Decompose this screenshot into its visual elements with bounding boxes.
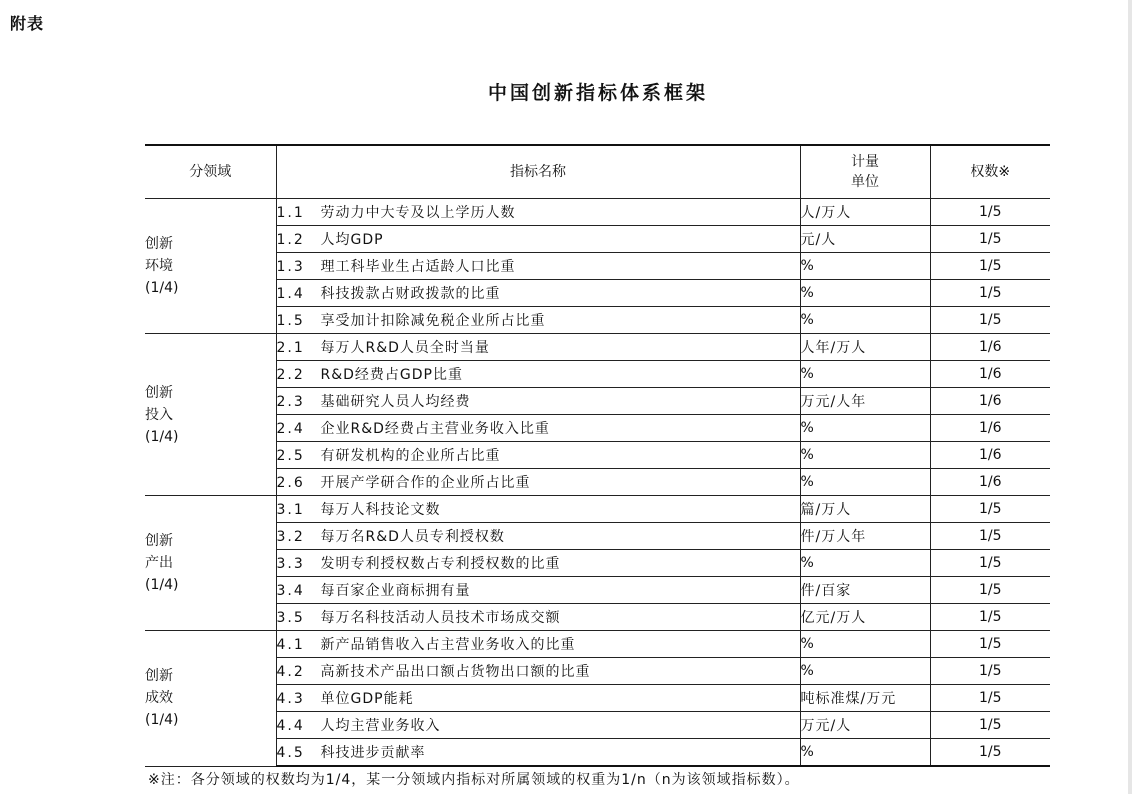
domain-cell — [145, 496, 276, 631]
table-row — [145, 523, 1050, 550]
indicator-name-cell — [276, 685, 800, 712]
header-domain: 分领域 — [145, 145, 276, 199]
domain-name-line1: 创新 — [145, 533, 173, 549]
domain-weight: (1/4) — [145, 280, 179, 296]
indicator-name: 基础研究人员人均经费 — [320, 394, 471, 410]
indicator-name-cell — [276, 415, 800, 442]
indicator-code: 1.5 — [276, 313, 305, 329]
appendix-label: 附表 — [10, 14, 45, 33]
indicator-unit: % — [800, 280, 930, 307]
indicator-weight: 1/5 — [930, 577, 1050, 604]
indicator-weight: 1/5 — [930, 307, 1050, 334]
indicator-weight: 1/6 — [930, 415, 1050, 442]
indicator-name-cell — [276, 496, 800, 523]
indicator-name: 科技进步贡献率 — [320, 745, 426, 761]
indicator-name: R&D经费占GDP比重 — [320, 367, 463, 383]
indicator-unit: % — [800, 415, 930, 442]
indicator-name: 每万人R&D人员全时当量 — [320, 340, 490, 356]
indicator-code: 2.6 — [276, 475, 305, 491]
indicator-name: 劳动力中大专及以上学历人数 — [320, 205, 516, 221]
indicator-name-cell — [276, 739, 800, 767]
indicator-name-cell — [276, 442, 800, 469]
domain-cell — [145, 199, 276, 334]
domain-cell — [145, 631, 276, 767]
table-row — [145, 442, 1050, 469]
header-unit — [800, 145, 930, 199]
indicator-code: 2.5 — [276, 448, 305, 464]
indicator-name: 高新技术产品出口额占货物出口额的比重 — [320, 664, 591, 680]
indicator-name: 发明专利授权数占专利授权数的比重 — [320, 556, 561, 572]
indicator-weight: 1/5 — [930, 658, 1050, 685]
indicator-name-cell — [276, 604, 800, 631]
indicator-code: 3.4 — [276, 583, 305, 599]
indicator-code: 1.1 — [276, 205, 305, 221]
indicator-code: 4.3 — [276, 691, 305, 707]
table-row — [145, 739, 1050, 767]
indicator-unit: 件/百家 — [800, 577, 930, 604]
indicator-name: 科技拨款占财政拨款的比重 — [320, 286, 501, 302]
indicator-name-cell — [276, 712, 800, 739]
table-row — [145, 280, 1050, 307]
indicator-unit: 万元/人 — [800, 712, 930, 739]
indicator-name-cell — [276, 577, 800, 604]
indicator-weight: 1/6 — [930, 361, 1050, 388]
domain-weight: (1/4) — [145, 577, 179, 593]
indicator-code: 2.4 — [276, 421, 305, 437]
indicator-weight: 1/5 — [930, 280, 1050, 307]
indicator-name-cell — [276, 631, 800, 658]
indicator-unit: % — [800, 550, 930, 577]
table-row — [145, 334, 1050, 361]
page-edge — [1128, 0, 1132, 794]
table-row — [145, 226, 1050, 253]
indicator-name: 单位GDP能耗 — [320, 691, 414, 707]
table-row — [145, 577, 1050, 604]
table-row — [145, 415, 1050, 442]
indicator-name-cell — [276, 361, 800, 388]
indicator-code: 3.1 — [276, 502, 305, 518]
table-row — [145, 658, 1050, 685]
indicator-name: 企业R&D经费占主营业务收入比重 — [320, 421, 550, 437]
domain-weight: (1/4) — [145, 712, 179, 729]
table-row — [145, 253, 1050, 280]
indicator-name-cell — [276, 199, 800, 226]
domain-name-line2: 投入 — [145, 406, 173, 423]
indicator-unit: 元/人 — [800, 226, 930, 253]
indicator-weight: 1/6 — [930, 469, 1050, 496]
indicator-unit: % — [800, 658, 930, 685]
table-row — [145, 685, 1050, 712]
indicator-name-cell — [276, 658, 800, 685]
domain-name-line1: 创新 — [145, 384, 173, 401]
table-row — [145, 496, 1050, 523]
table-body — [145, 199, 1050, 767]
domain-name-line1: 创新 — [145, 668, 173, 685]
table-header — [145, 145, 1050, 199]
domain-weight: (1/4) — [145, 428, 179, 445]
header-row — [145, 145, 1050, 199]
indicator-code: 2.1 — [276, 340, 305, 356]
indicator-name: 有研发机构的企业所占比重 — [320, 448, 501, 464]
table-row — [145, 550, 1050, 577]
indicator-weight: 1/5 — [930, 226, 1050, 253]
header-unit-line2: 单位 — [851, 174, 879, 190]
indicator-name: 理工科毕业生占适龄人口比重 — [320, 259, 516, 275]
indicator-code: 4.4 — [276, 718, 305, 734]
table-row — [145, 388, 1050, 415]
indicator-name: 每百家企业商标拥有量 — [320, 583, 471, 599]
indicator-weight: 1/5 — [930, 496, 1050, 523]
indicator-code: 3.2 — [276, 529, 305, 545]
indicator-code: 4.5 — [276, 745, 305, 761]
indicator-weight: 1/5 — [930, 739, 1050, 767]
indicator-name-cell — [276, 307, 800, 334]
indicator-unit: % — [800, 307, 930, 334]
indicator-name-cell — [276, 226, 800, 253]
indicator-name: 人均主营业务收入 — [320, 718, 441, 734]
indicator-unit: % — [800, 253, 930, 280]
table-row — [145, 604, 1050, 631]
indicator-unit: 人/万人 — [800, 199, 930, 226]
indicator-weight: 1/5 — [930, 199, 1050, 226]
indicator-weight: 1/5 — [930, 253, 1050, 280]
domain-name-line1: 创新 — [145, 236, 173, 252]
indicator-weight: 1/5 — [930, 550, 1050, 577]
table-row — [145, 361, 1050, 388]
page-title: 中国创新指标体系框架 — [487, 82, 708, 104]
indicator-name-cell — [276, 280, 800, 307]
indicator-code: 4.2 — [276, 664, 305, 680]
indicator-name: 每万名科技活动人员技术市场成交额 — [320, 610, 561, 626]
indicator-name-cell — [276, 388, 800, 415]
indicator-code: 1.2 — [276, 232, 305, 248]
indicator-name: 每万人科技论文数 — [320, 502, 441, 518]
indicator-name: 新产品销售收入占主营业务收入的比重 — [320, 637, 576, 653]
indicator-weight: 1/5 — [930, 604, 1050, 631]
indicator-weight: 1/5 — [930, 712, 1050, 739]
indicator-code: 3.3 — [276, 556, 305, 572]
table-row — [145, 199, 1050, 226]
header-weight: 权数※ — [930, 145, 1050, 199]
header-unit-line1: 计量 — [851, 154, 879, 170]
domain-cell — [145, 334, 276, 496]
indicator-unit: 吨标准煤/万元 — [800, 685, 930, 712]
indicator-weight: 1/6 — [930, 442, 1050, 469]
indicator-code: 2.3 — [276, 394, 305, 410]
indicator-code: 2.2 — [276, 367, 305, 383]
indicator-name-cell — [276, 334, 800, 361]
indicator-name-cell — [276, 523, 800, 550]
indicator-name-cell — [276, 469, 800, 496]
domain-name-line2: 成效 — [145, 690, 173, 707]
table-row — [145, 631, 1050, 658]
indicator-unit: 件/万人年 — [800, 523, 930, 550]
indicator-weight: 1/6 — [930, 388, 1050, 415]
table-row — [145, 307, 1050, 334]
footnote: ※注：各分领域的权数均为1/4，某一分领域内指标对所属领域的权重为1/n（n为该领域指标数）。 — [148, 772, 800, 788]
indicator-weight: 1/5 — [930, 685, 1050, 712]
indicator-weight: 1/5 — [930, 523, 1050, 550]
indicator-unit: 万元/人年 — [800, 388, 930, 415]
indicator-unit: 亿元/万人 — [800, 604, 930, 631]
indicator-unit: 人年/万人 — [800, 334, 930, 361]
indicator-unit: % — [800, 442, 930, 469]
indicator-code: 1.4 — [276, 286, 305, 302]
indicator-name: 开展产学研合作的企业所占比重 — [320, 475, 531, 491]
indicator-name-cell — [276, 550, 800, 577]
table-row — [145, 469, 1050, 496]
indicator-unit: % — [800, 361, 930, 388]
indicator-weight: 1/5 — [930, 631, 1050, 658]
domain-name-line2: 产出 — [145, 555, 173, 571]
indicator-unit: % — [800, 469, 930, 496]
indicator-code: 4.1 — [276, 637, 305, 653]
indicator-name-cell — [276, 253, 800, 280]
domain-name-line2: 环境 — [145, 258, 173, 274]
indicator-name: 人均GDP — [320, 232, 384, 248]
table-row — [145, 712, 1050, 739]
indicator-unit: % — [800, 631, 930, 658]
indicator-unit: 篇/万人 — [800, 496, 930, 523]
indicator-framework-table — [145, 144, 1050, 767]
indicator-name: 享受加计扣除减免税企业所占比重 — [320, 313, 546, 329]
indicator-weight: 1/6 — [930, 334, 1050, 361]
indicator-code: 3.5 — [276, 610, 305, 626]
indicator-name: 每万名R&D人员专利授权数 — [320, 529, 505, 545]
indicator-code: 1.3 — [276, 259, 305, 275]
header-name: 指标名称 — [276, 145, 800, 199]
indicator-unit: % — [800, 739, 930, 767]
